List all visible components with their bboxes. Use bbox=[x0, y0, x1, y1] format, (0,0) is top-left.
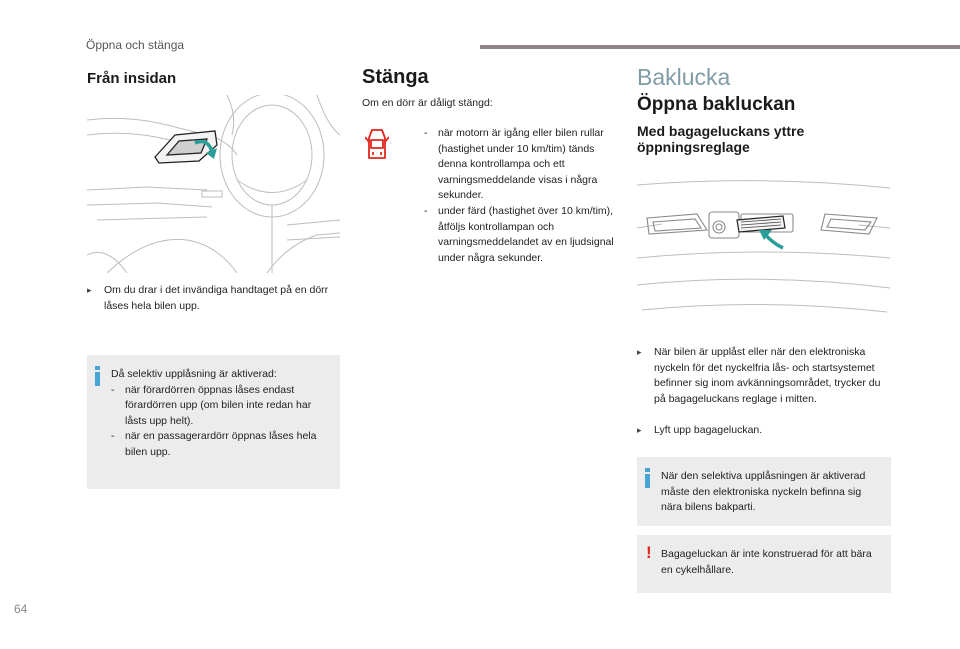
tailgate-unlock-instruction: ▸ När bilen är upplåst eller när den elektroniska nyckeln för det nyckelfria lås- och startsystemet befinner sig inom avkänningsområdet, trycker du på bagageluckans reglage i mitten. bbox=[637, 346, 881, 405]
triangle-bullet-icon: ▸ bbox=[637, 425, 642, 435]
inside-handle-instruction bbox=[87, 283, 340, 314]
selective-tailgate-note: När den selektiva upplåsningen är aktiverad måste den elektroniska nyckeln befinna sig nära bilens bakparti. bbox=[637, 457, 891, 526]
list-item: - under färd (hastighet över 10 km/tim), åtföljs kontrollampan och varningsmeddelandet av en ljudsignal under några sekunder. bbox=[424, 204, 614, 264]
close-heading: Stänga bbox=[362, 66, 429, 88]
list-item: - när förardörren öppnas låses endast förardörren upp (om bilen inte redan har låsts upp helt). bbox=[111, 383, 312, 427]
door-warning-list bbox=[424, 126, 616, 266]
open-tailgate-heading: Öppna bakluckan bbox=[637, 94, 796, 115]
external-control-subheading: Med bagageluckans yttre öppningsreglage bbox=[637, 123, 805, 155]
inside-handle-text: Om du drar i det invändiga handtaget på en dörr låses hela bilen upp. bbox=[104, 284, 329, 312]
list-item: - när motorn är igång eller bilen rullar (hastighet under 10 km/tim) tänds denna kontrollampa och ett varningsmeddelande visas i några sekunder. bbox=[424, 127, 604, 202]
info-icon bbox=[645, 468, 650, 488]
selective-unlock-note bbox=[87, 355, 340, 489]
tailgate-control-illustration bbox=[637, 170, 890, 320]
list-item: - när en passagerardörr öppnas låses hela bilen upp. bbox=[111, 430, 317, 458]
inside-heading: Från insidan bbox=[87, 70, 177, 87]
selective-unlock-intro: Då selektiv upplåsning är aktiverad: bbox=[111, 368, 277, 380]
section-header-title: Öppna och stänga bbox=[86, 38, 185, 52]
triangle-bullet-icon: ▸ bbox=[637, 347, 642, 357]
info-icon bbox=[95, 366, 100, 386]
tailgate-lift-instruction: ▸ Lyft upp bagageluckan. bbox=[637, 423, 882, 439]
bike-carrier-warning: ! Bagageluckan är inte konstruerad för att bära en cykelhållare. bbox=[637, 535, 891, 593]
triangle-bullet-icon: ▸ bbox=[87, 285, 92, 295]
close-intro: Om en dörr är dåligt stängd: bbox=[362, 97, 493, 109]
interior-door-handle-illustration bbox=[87, 95, 340, 273]
page-number: 64 bbox=[14, 602, 28, 616]
door-open-warning-lamp-icon bbox=[365, 128, 389, 164]
exclamation-warning-icon: ! bbox=[646, 543, 652, 562]
header-bar bbox=[480, 45, 960, 49]
tailgate-section-heading: Baklucka bbox=[637, 64, 731, 90]
